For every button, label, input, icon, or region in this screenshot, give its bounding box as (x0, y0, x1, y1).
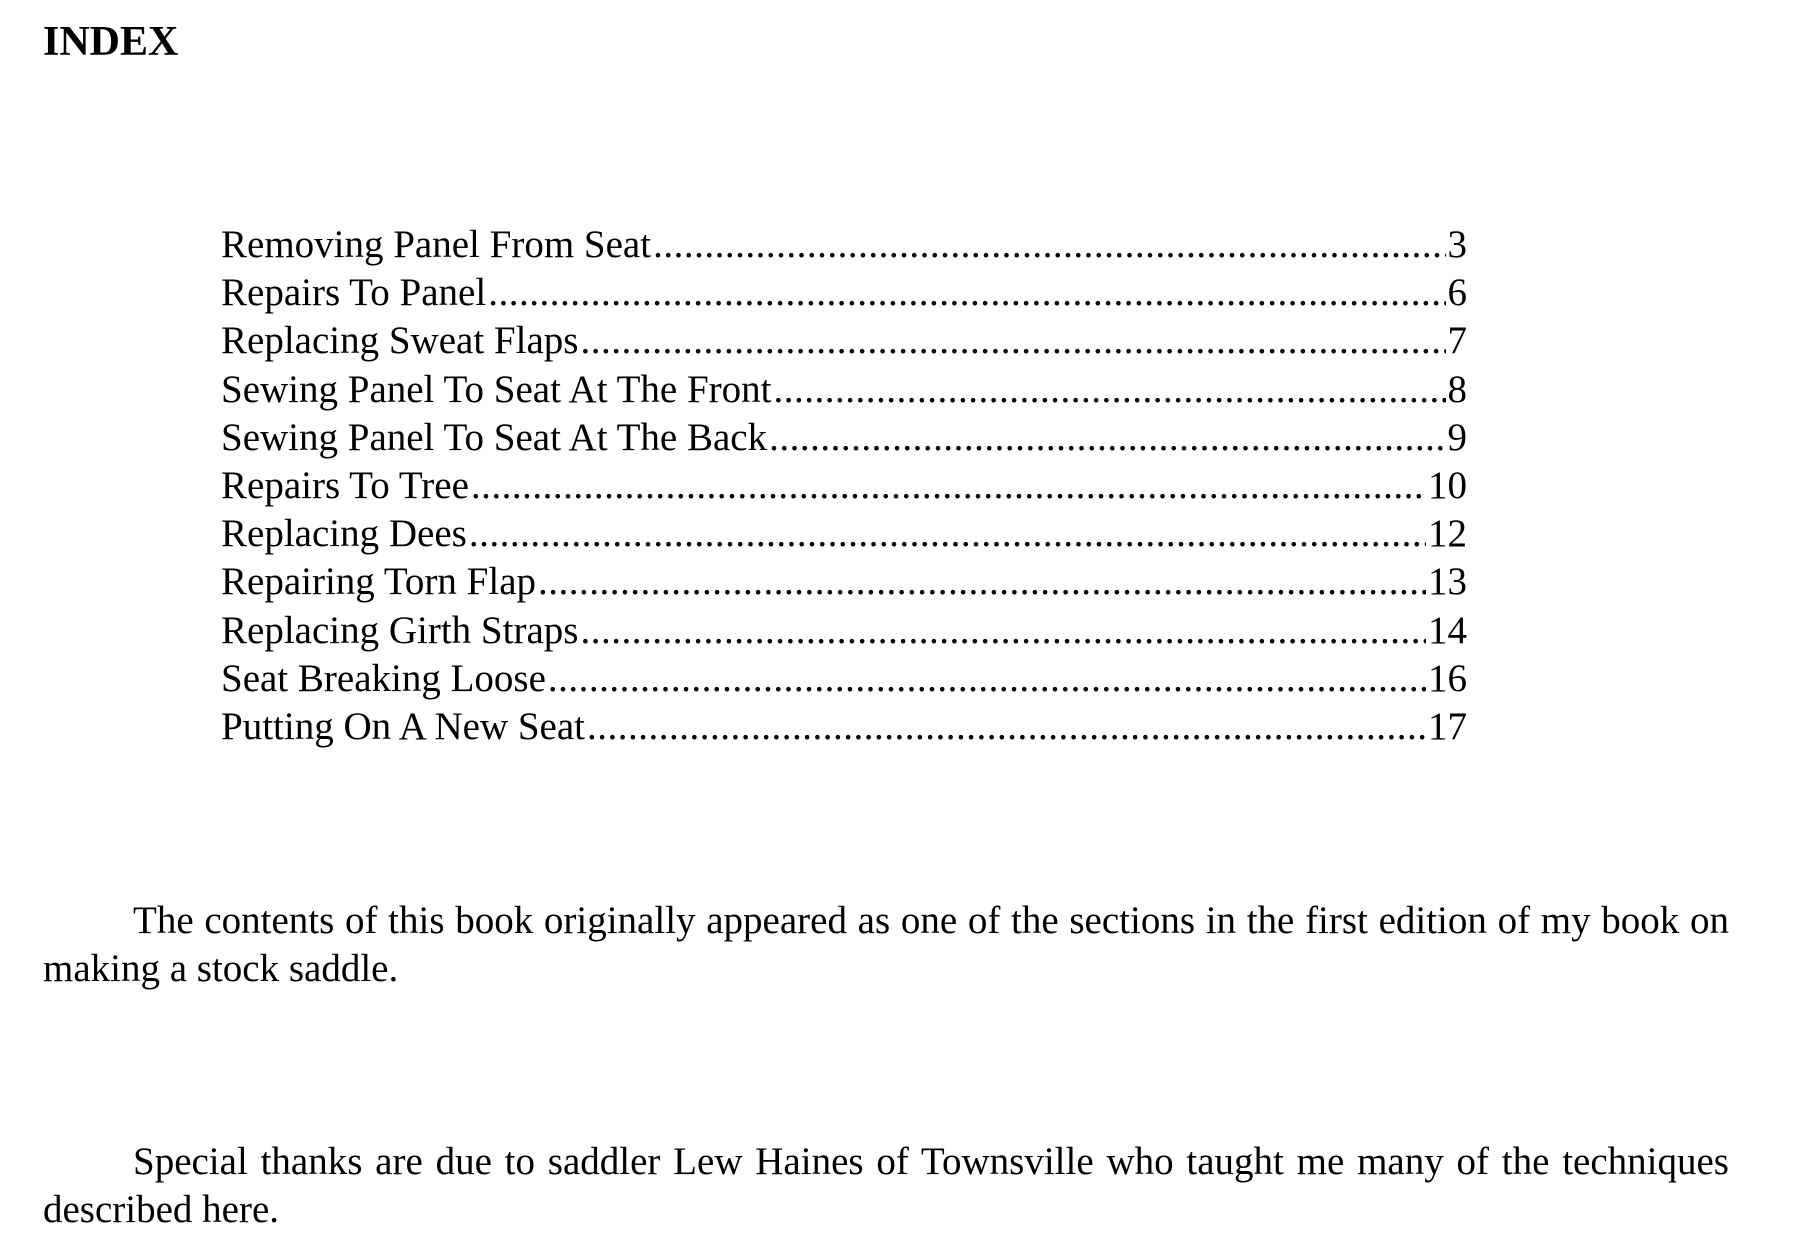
toc-dot-leader (769, 414, 1445, 462)
toc-dot-leader (548, 655, 1426, 703)
toc-entry-title: Replacing Girth Straps (221, 608, 579, 652)
toc-entry-title: Removing Panel From Seat (221, 223, 652, 266)
toc-entry-page: 9 (1447, 415, 1467, 459)
toc-entry-page: 16 (1428, 656, 1467, 700)
toc-entry-title: Replacing Sweat Flaps (221, 319, 579, 363)
toc-entry-title: Putting On A New Seat (221, 704, 586, 748)
toc-entry-page: 14 (1428, 608, 1467, 652)
toc-entry-page: 10 (1428, 463, 1467, 507)
toc-entry (221, 558, 1467, 606)
toc-entry (221, 221, 1467, 269)
table-of-contents (221, 221, 1467, 751)
toc-entry (221, 317, 1467, 365)
toc-entry-title: Repairs To Panel (221, 271, 487, 315)
toc-entry-title: Sewing Panel To Seat At The Back (221, 415, 768, 459)
toc-entry-page: 17 (1428, 704, 1467, 748)
toc-dot-leader (471, 462, 1426, 510)
toc-dot-leader (469, 510, 1426, 558)
toc-dot-leader (488, 269, 1445, 317)
toc-entry (221, 510, 1467, 558)
toc-entry (221, 462, 1467, 510)
toc-entry (221, 366, 1467, 414)
toc-entry (221, 269, 1467, 317)
toc-dot-leader (580, 607, 1426, 655)
toc-dot-leader (653, 221, 1445, 269)
toc-entry-title: Replacing Dees (221, 512, 467, 556)
toc-dot-leader (587, 703, 1426, 751)
toc-entry-title: Repairing Torn Flap (221, 560, 537, 604)
toc-dot-leader (538, 558, 1426, 606)
toc-entry (221, 703, 1467, 751)
acknowledgement-paragraph: Special thanks are due to saddler Lew Haines of Townsville who taught me many of the techniques described here. (43, 1140, 1729, 1231)
toc-entry-page: 7 (1447, 319, 1467, 363)
toc-entry-page: 6 (1447, 271, 1467, 315)
index-heading: INDEX (43, 19, 179, 65)
toc-entry (221, 607, 1467, 655)
toc-dot-leader (773, 366, 1445, 414)
origin-paragraph: The contents of this book originally appeared as one of the sections in the first edition of my book on making a stock saddle. (43, 899, 1729, 990)
toc-entry (221, 655, 1467, 703)
toc-entry-page: 12 (1428, 512, 1467, 556)
toc-entry (221, 414, 1467, 462)
toc-entry-page: 13 (1428, 560, 1467, 604)
toc-dot-leader (580, 317, 1445, 365)
toc-entry-page: 3 (1447, 223, 1467, 266)
toc-entry-title: Repairs To Tree (221, 463, 469, 507)
toc-entry-title: Seat Breaking Loose (221, 656, 546, 700)
toc-entry-title: Sewing Panel To Seat At The Front (221, 367, 772, 411)
toc-entry-page: 8 (1447, 367, 1467, 411)
